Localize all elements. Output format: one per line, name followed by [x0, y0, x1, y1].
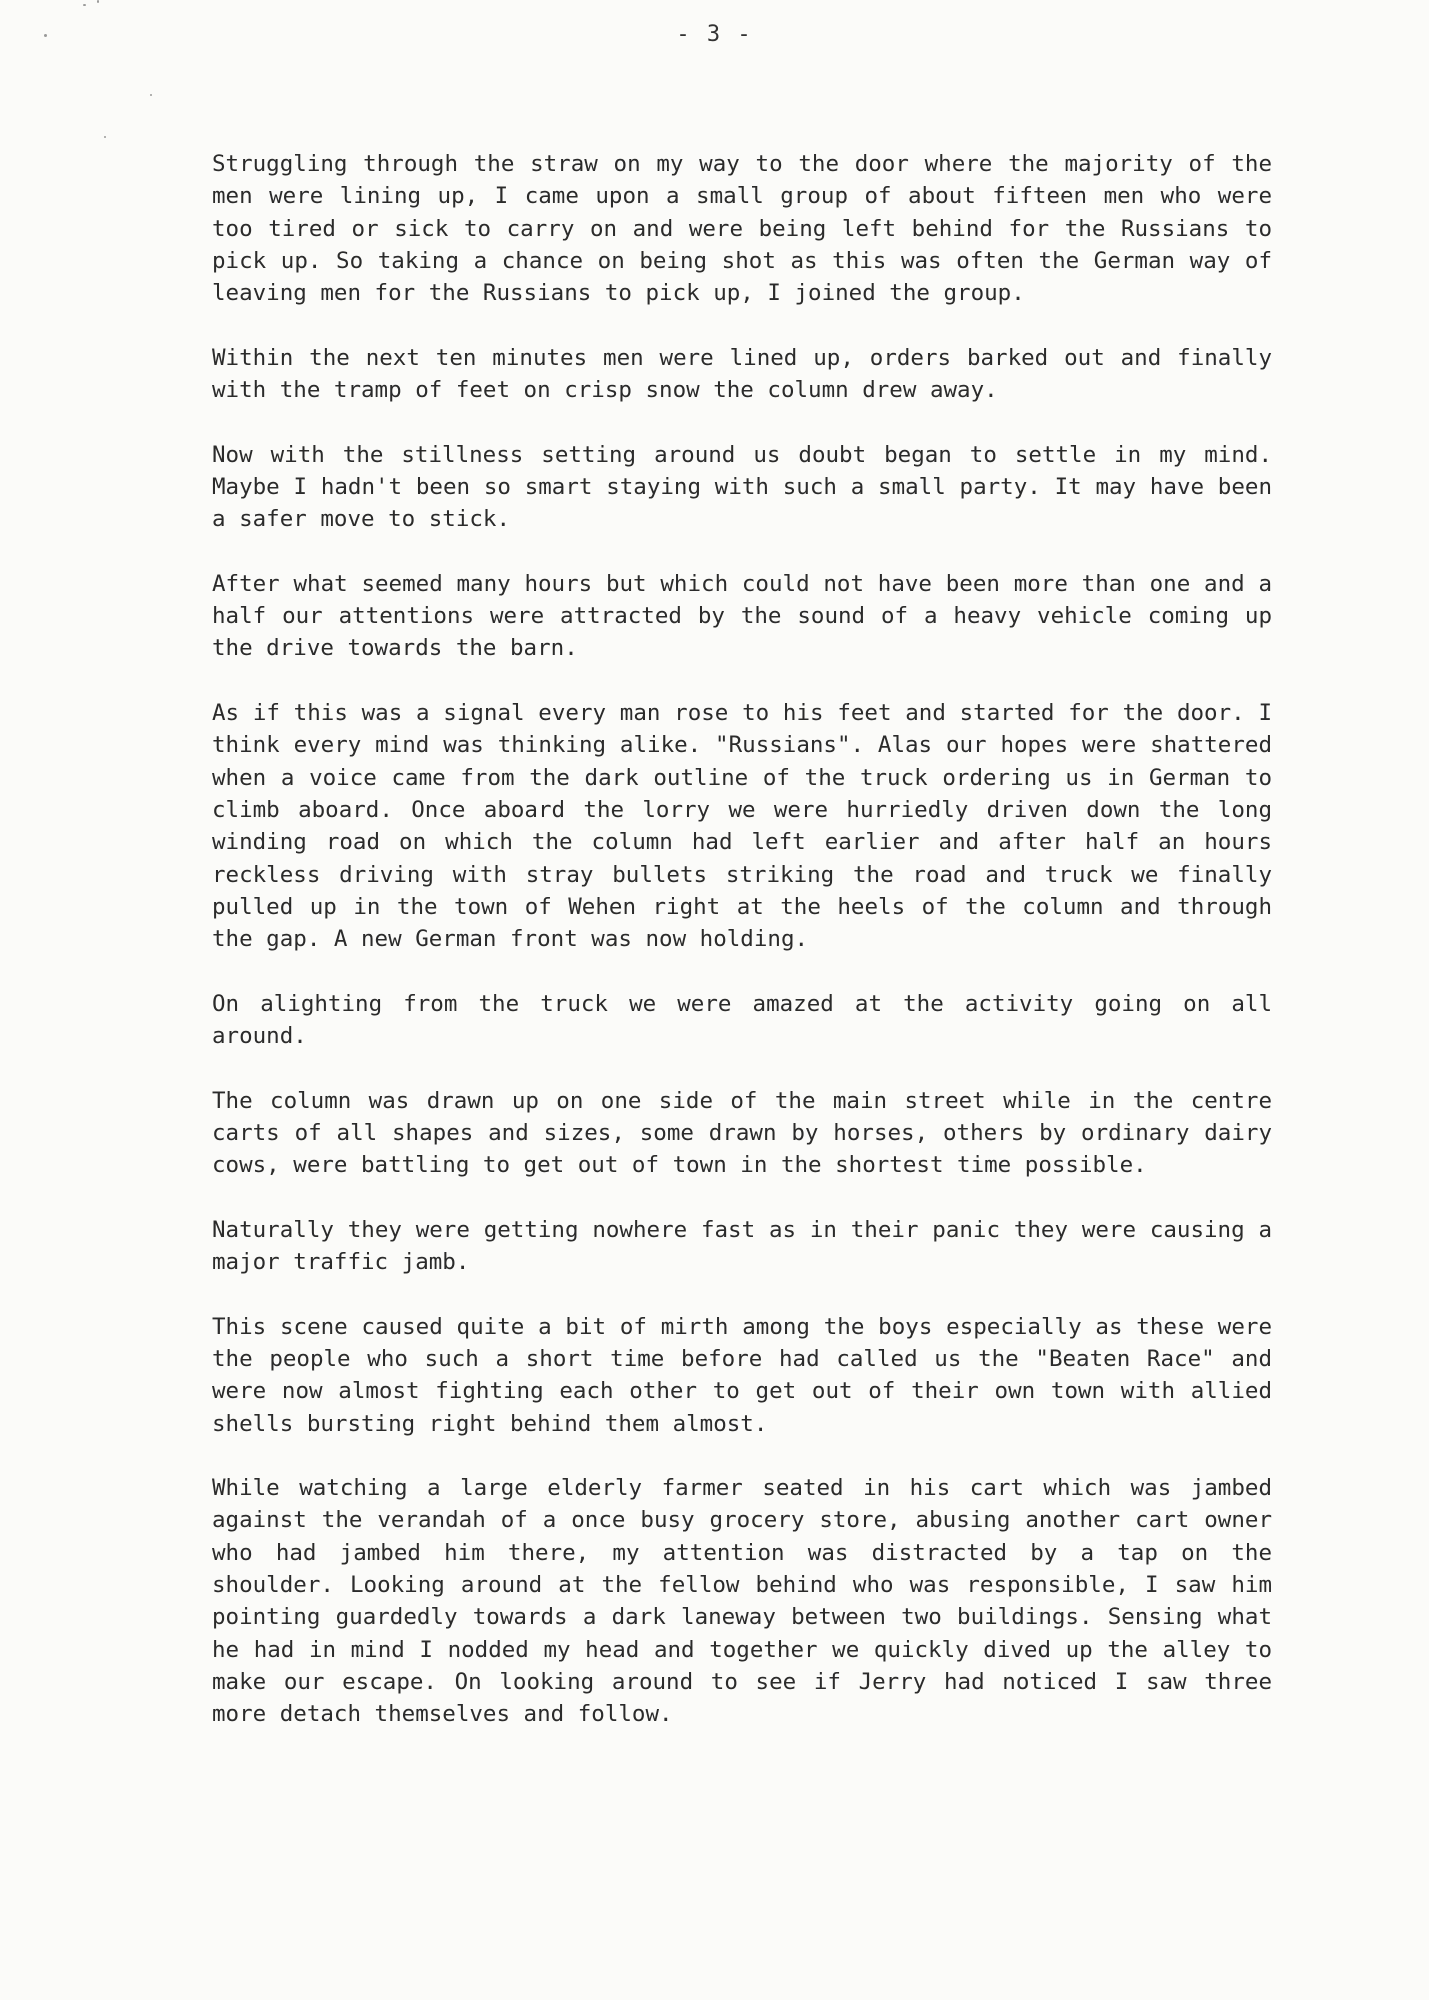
- paragraph: As if this was a signal every man rose to his feet and started for the door. I think every mind was thinking alike. "Russians". Alas our hopes were shattered when a voice came from the dark outline of the truck ordering us in German to climb aboard. Once aboard the lorry we were hurriedly driven down the long winding road on which the column had left earlier and after half an hours reckless driving with stray bullets striking the road and truck we finally pulled up in the town of Wehen right at the heels of the column and through the gap. A new German front was now holding.: [212, 700, 1272, 953]
- paper-speck: [150, 94, 152, 96]
- body-text: [212, 148, 1272, 1763]
- paragraph: Struggling through the straw on my way to the door where the majority of the men were lining up, I came upon a small group of about fifteen men who were too tired or sick to carry on and were being left behind for the Russians to pick up. So taking a chance on being shot as this was often the German way of leaving men for the Russians to pick up, I joined the group.: [212, 151, 1272, 307]
- paragraph: Now with the stillness setting around us doubt began to settle in my mind. Maybe I hadn't been so smart staying with such a small party. It may have been a safer move to stick.: [212, 441, 1272, 533]
- paper-speck: [83, 4, 86, 6]
- paper-speck: [104, 136, 106, 138]
- paragraph: After what seemed many hours but which could not have been more than one and a half our attentions were attracted by the sound of a heavy vehicle coming up the drive towards the barn.: [212, 570, 1272, 662]
- paragraph: The column was drawn up on one side of the main street while in the centre carts of all shapes and sizes, some drawn by horses, others by ordinary dairy cows, were battling to get out of town in the shortest time possible.: [212, 1087, 1272, 1179]
- paragraph: Naturally they were getting nowhere fast as in their panic they were causing a major traffic jamb.: [212, 1216, 1272, 1276]
- page-number: - 3 -: [676, 22, 753, 47]
- paragraph: Within the next ten minutes men were lined up, orders barked out and finally with the tramp of feet on crisp snow the column drew away.: [212, 344, 1272, 404]
- paragraph: On alighting from the truck we were amazed at the activity going on all around.: [212, 990, 1272, 1050]
- paper-speck: [97, 0, 99, 3]
- paragraph: This scene caused quite a bit of mirth among the boys especially as these were the people who such a short time before had called us the "Beaten Race" and were now almost fighting each other to get out of their own town with allied shells bursting right behind them almost.: [212, 1313, 1272, 1437]
- paragraph: While watching a large elderly farmer seated in his cart which was jambed against the verandah of a once busy grocery store, abusing another cart owner who had jambed him there, my attention was distracted by a tap on the shoulder. Looking around at the fellow behind who was responsible, I saw him pointing guardedly towards a dark laneway between two buildings. Sensing what he had in mind I nodded my head and together we quickly dived up the alley to make our escape. On looking around to see if Jerry had noticed I saw three more detach themselves and follow.: [212, 1475, 1272, 1728]
